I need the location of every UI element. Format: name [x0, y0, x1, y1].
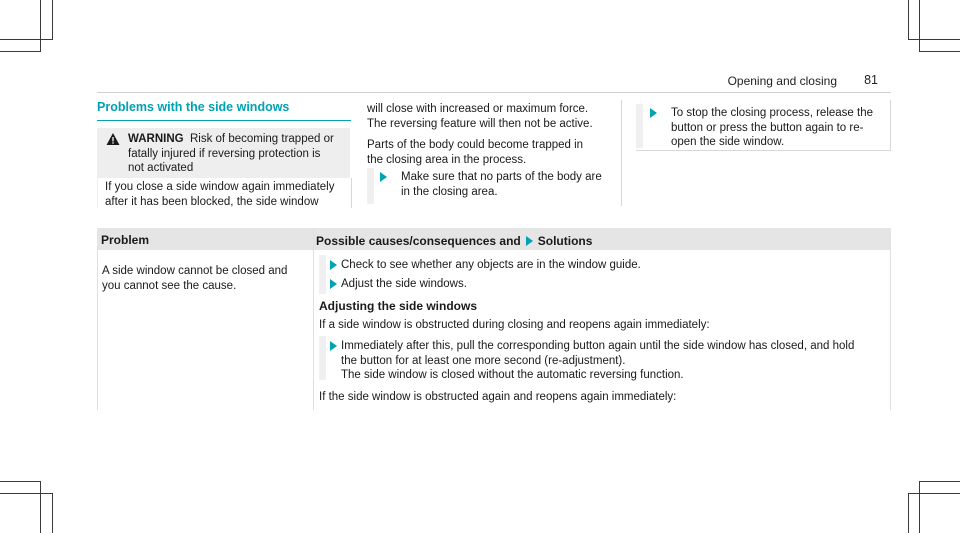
- warning-line: Risk of becoming trapped or: [189, 133, 334, 145]
- crop-mark: [40, 0, 41, 52]
- header-rule: [97, 92, 891, 93]
- warning-box: [97, 128, 350, 178]
- column-header-solutions-prefix: Possible causes/consequences and: [316, 234, 521, 248]
- running-title: Opening and closing: [727, 74, 837, 88]
- crop-mark: [908, 493, 960, 494]
- body-line: The reversing feature will then not be active.: [367, 118, 593, 130]
- column-header-problem: Problem: [101, 233, 150, 247]
- crop-mark: [919, 51, 960, 52]
- subheading: Adjusting the side windows: [319, 299, 478, 313]
- crop-mark: [908, 493, 909, 533]
- warning-continuation-box: [97, 178, 352, 208]
- step-bar: [367, 168, 374, 204]
- section-rule: [97, 120, 351, 121]
- crop-mark: [0, 39, 52, 40]
- crop-mark: [0, 481, 41, 482]
- step-bar: [319, 255, 326, 281]
- crop-mark: [908, 0, 909, 40]
- page-number: 81: [864, 73, 878, 87]
- crop-mark: [52, 493, 53, 533]
- warning-text: [128, 132, 343, 176]
- warning-line: not activated: [128, 162, 194, 174]
- table-border: [97, 250, 98, 410]
- body-line: after it has been blocked, the side window: [105, 195, 319, 208]
- column-header-solutions-suffix: Solutions: [537, 234, 593, 248]
- step-line: button or press the button again to re-: [671, 121, 864, 134]
- body-line: If a side window is obstructed during closing and reopens again immediately:: [319, 319, 710, 331]
- step-line: Immediately after this, pull the corresponding button again until the side window has closed, and hold: [341, 340, 855, 352]
- section-title: Problems with the side windows: [97, 100, 290, 114]
- step-line: open the side window.: [671, 136, 785, 148]
- column-divider: [621, 100, 622, 206]
- crop-mark: [52, 0, 53, 40]
- crop-mark: [0, 51, 41, 52]
- arrow-right-icon: [330, 279, 337, 289]
- warning-line: fatally injured if reversing protection is: [128, 147, 321, 160]
- step-line: Make sure that no parts of the body are: [401, 171, 602, 183]
- arrow-right-icon: [330, 341, 337, 351]
- crop-mark: [40, 481, 41, 533]
- body-line: will close with increased or maximum force.: [367, 103, 589, 115]
- crop-mark: [908, 39, 960, 40]
- arrow-right-icon: [330, 260, 337, 270]
- arrow-right-icon: [380, 172, 387, 182]
- step-bar: [319, 336, 326, 380]
- table-header: [97, 228, 891, 250]
- body-line: If the side window is obstructed again and reopens again immediately:: [319, 391, 677, 403]
- problem-line: you cannot see the cause.: [102, 279, 237, 292]
- arrow-right-icon: [650, 108, 657, 118]
- problem-cell: [102, 264, 307, 293]
- arrow-right-icon: [526, 236, 533, 246]
- crop-mark: [919, 0, 920, 52]
- step-line: Check to see whether any objects are in the window guide.: [341, 259, 641, 271]
- body-line: If you close a side window again immediately: [105, 181, 335, 193]
- step-line: To stop the closing process, release the: [671, 107, 874, 119]
- step-line: The side window is closed without the automatic reversing function.: [341, 369, 684, 381]
- crop-mark: [919, 481, 960, 482]
- body-line: the closing area in the process.: [367, 154, 527, 166]
- step-line: the button for at least one more second (re-adjustment).: [341, 354, 626, 367]
- crop-mark: [919, 481, 920, 533]
- body-line: Parts of the body could become trapped in: [367, 139, 584, 151]
- crop-mark: [0, 493, 52, 494]
- step-line: Adjust the side windows.: [341, 278, 467, 290]
- column-header-solutions: [316, 234, 592, 249]
- warning-title: WARNING: [128, 133, 184, 145]
- step-bar: [636, 104, 643, 148]
- step-line: in the closing area.: [401, 185, 498, 198]
- table-border: [890, 250, 891, 410]
- table-column-divider: [313, 228, 314, 410]
- step-bar: [319, 280, 326, 294]
- problem-line: A side window cannot be closed and: [102, 265, 288, 277]
- warning-triangle-icon: [106, 132, 120, 146]
